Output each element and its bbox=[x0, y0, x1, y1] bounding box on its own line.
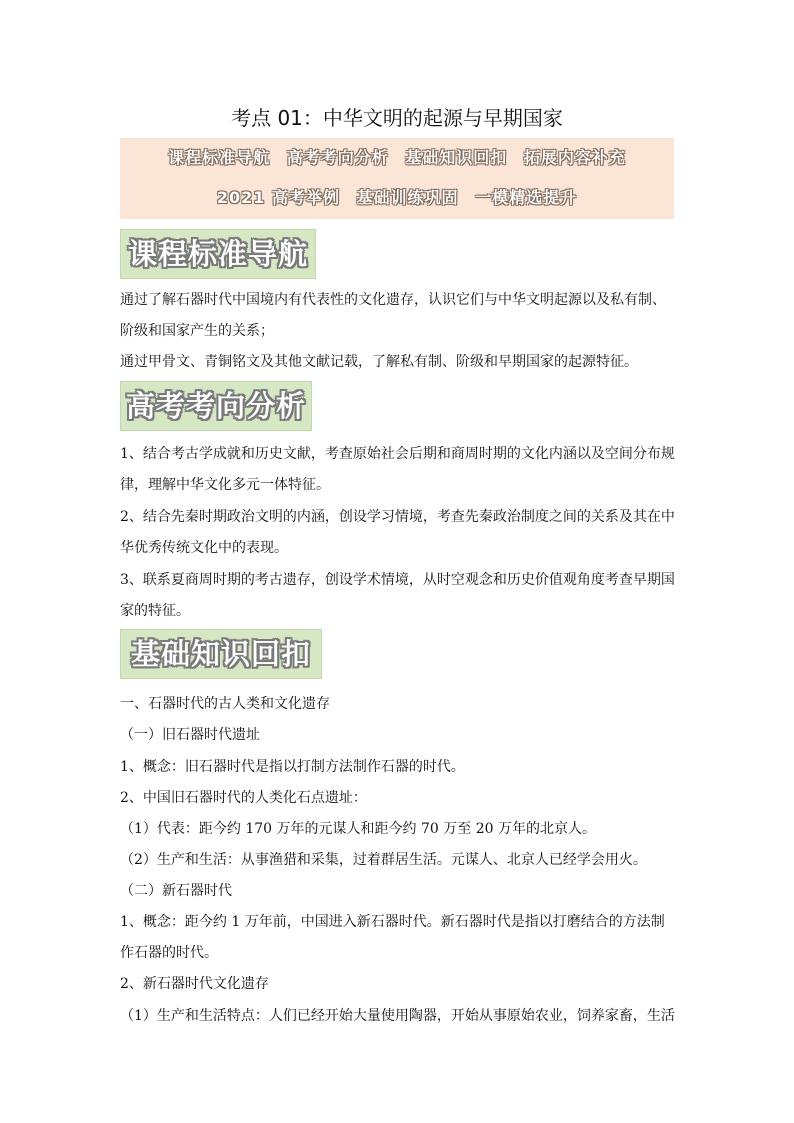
basics-paragraph-9: 2、新石器时代文化遗存 bbox=[120, 976, 269, 992]
standards-paragraph-2: 通过甲骨文、青铜铭文及其他文献记载，了解私有制、阶级和早期国家的起源特征。 bbox=[120, 354, 638, 370]
page-title: 考点 01：中华文明的起源与早期国家 bbox=[231, 106, 563, 130]
basics-paragraph-7: （二）新石器时代 bbox=[120, 883, 232, 899]
basics-paragraph-5: （1）代表：距今约 170 万年的元谋人和距今约 70 万至 20 万年的北京人。 bbox=[120, 821, 596, 837]
analysis-paragraph-1: 1、结合考古学成就和历史文献，考查原始社会后期和商周时期的文化内涵以及空间分布规律，理解中华文化多元一体特征。 bbox=[120, 446, 675, 493]
basics-paragraph-8: 1、概念：距今约 1 万年前，中国进入新石器时代。新石器时代是指以打磨结合的方法制作石器的时代。 bbox=[120, 914, 665, 961]
basics-paragraph-10: （1）生产和生活特点：人们已经开始大量使用陶器，开始从事原始农业，饲养家畜，生活 bbox=[120, 1008, 675, 1024]
navigation-banner bbox=[120, 138, 674, 219]
basics-paragraph-1: 一、石器时代的古人类和文化遗存 bbox=[120, 696, 330, 712]
nav-link-exam-examples[interactable]: 2021 高考举例 bbox=[216, 188, 340, 207]
analysis-paragraph-3: 3、联系夏商周时期的考古遗存，创设学术情境，从时空观念和历史价值观角度考查早期国家的特征。 bbox=[120, 572, 675, 619]
section-heading-basics: 基础知识回扣 bbox=[120, 629, 322, 679]
basics-paragraph-6: （2）生产和生活：从事渔猎和采集，过着群居生活。元谋人、北京人已经学会用火。 bbox=[120, 852, 647, 868]
navigation-row-2 bbox=[120, 187, 674, 209]
nav-link-curriculum-standards[interactable]: 课程标准导航 bbox=[168, 148, 271, 167]
basics-paragraph-4: 2、中国旧石器时代的人类化石点遗址： bbox=[120, 790, 367, 806]
navigation-row-1 bbox=[120, 147, 674, 169]
analysis-paragraph-2: 2、结合先秦时期政治文明的内涵，创设学习情境，考查先秦政治制度之间的关系及其在中华优秀传统文化中的表现。 bbox=[120, 509, 675, 556]
nav-link-basic-training[interactable]: 基础训练巩固 bbox=[356, 188, 459, 207]
nav-link-mock-exam[interactable]: 一模精选提升 bbox=[475, 188, 578, 207]
section-heading-analysis: 高考考向分析 bbox=[120, 381, 312, 431]
basics-paragraph-3: 1、概念：旧石器时代是指以打制方法制作石器的时代。 bbox=[120, 759, 465, 775]
basics-paragraph-2: （一）旧石器时代遗址 bbox=[120, 727, 260, 743]
section-heading-standards: 课程标准导航 bbox=[120, 229, 316, 279]
nav-link-extended-content[interactable]: 拓展内容补充 bbox=[523, 148, 626, 167]
nav-link-exam-analysis[interactable]: 高考考向分析 bbox=[286, 148, 389, 167]
nav-link-basic-knowledge[interactable]: 基础知识回扣 bbox=[405, 148, 508, 167]
standards-paragraph-1: 通过了解石器时代中国境内有代表性的文化遗存，认识它们与中华文明起源以及私有制、阶级和国家产生的关系； bbox=[120, 292, 666, 339]
